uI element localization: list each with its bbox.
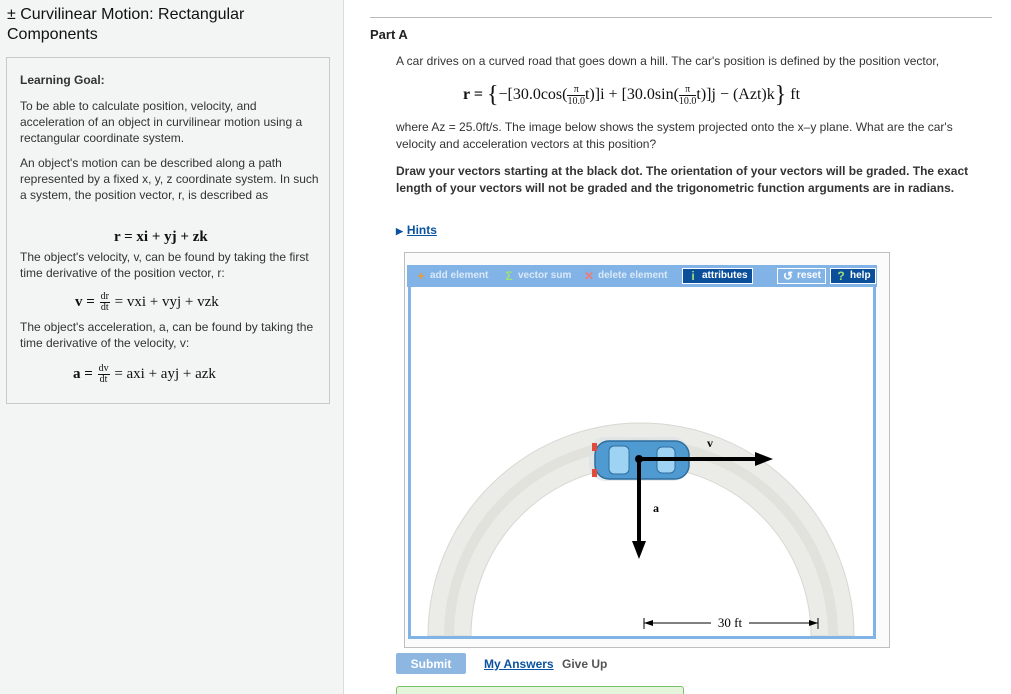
help-label: help [850, 270, 871, 281]
dimension-label: 30 ft [717, 615, 743, 630]
reset-icon: ↺ [782, 269, 794, 283]
open-brace: { [486, 82, 499, 108]
drawing-canvas[interactable] [408, 287, 876, 639]
sin-frac-den: 10.0 [678, 96, 697, 107]
velocity-frac-num: dr [100, 291, 109, 302]
divider [370, 17, 992, 18]
sin-frac-num: π [679, 84, 697, 96]
problem-question: where Az = 25.0ft/s. The image below shows the system projected onto the x–y plane. What are the car's velocity and acceleration vectors at this position? [396, 120, 953, 151]
attributes-label: attributes [702, 270, 748, 281]
part-label: Part A [370, 27, 408, 42]
velocity-eq-rhs: = vxi + vyj + vzk [114, 293, 219, 310]
add-element-button[interactable] [415, 268, 488, 284]
position-equation: r = xi + yj + zk [114, 229, 208, 245]
hints-label: Hints [406, 223, 437, 237]
expand-triangle-icon: ▶ [396, 226, 403, 236]
page-title: ± Curvilinear Motion: Rectangular Components [7, 6, 245, 43]
add-element-label: add element [430, 270, 489, 281]
learning-goal-heading: Learning Goal: [20, 73, 105, 87]
accel-eq-fraction [98, 364, 110, 385]
learning-goal-text: To be able to calculate position, velocity, and acceleration of an object in curvilinear motion using a rectangular coordinate system. [20, 99, 303, 145]
accel-frac-num: dv [98, 363, 109, 374]
cos-frac-num: π [567, 84, 585, 96]
eq-unit: ft [790, 86, 801, 104]
help-button[interactable] [830, 268, 876, 284]
vector-sum-label: vector sum [518, 270, 572, 281]
accel-eq-lhs: a = [73, 365, 93, 382]
instruction-text: Draw your vectors starting at the black dot. The orientation of your vectors will be graded. The exact length of your vectors will not be graded and the trigonometric function arguments are in radians. [396, 164, 969, 195]
road-diagram [411, 287, 873, 636]
accel-frac-den: dt [99, 374, 108, 385]
velocity-frac-den: dt [100, 302, 109, 313]
acceleration-text: The object's acceleration, a, can be found by taking the time derivative of the velocity, v: [20, 320, 314, 350]
velocity-label: v [707, 436, 713, 450]
vector-sum-button[interactable] [503, 268, 571, 284]
vector-drawing-tool [404, 252, 890, 648]
problem-intro: A car drives on a curved road that goes down a hill. The car's position is defined by the position vector, [396, 54, 940, 68]
hints-link[interactable] [396, 223, 437, 237]
delete-element-label: delete element [598, 270, 668, 281]
coordinate-system-text: An object's motion can be described along a path represented by a fixed x, y, z coordinate system. In such a system, the position vector, r, is described as [20, 156, 319, 202]
sin-fraction [679, 84, 697, 107]
give-up-link[interactable]: Give Up [562, 657, 608, 671]
velocity-eq-lhs: v = [75, 293, 95, 310]
drawing-toolbar [407, 265, 877, 287]
submit-button[interactable]: Submit [396, 653, 466, 674]
velocity-text: The object's velocity, v, can be found by taking the first time derivative of the position vector, r: [20, 250, 309, 280]
feedback-box [396, 686, 684, 694]
origin-dot [635, 455, 643, 463]
eq-cos-term: −[30.0cos( [498, 86, 568, 104]
cos-fraction [567, 84, 585, 107]
plus-icon: + [417, 269, 425, 283]
attributes-button[interactable] [682, 268, 753, 284]
sigma-icon: Σ [505, 269, 513, 283]
acceleration-equation [73, 364, 216, 385]
cos-frac-den: 10.0 [567, 96, 585, 107]
position-vector-equation [463, 82, 800, 109]
info-icon: i [691, 269, 695, 283]
eq-r-lhs: r = [463, 86, 483, 104]
my-answers-link[interactable]: My Answers [484, 657, 554, 671]
eq-cos-tail: t)]i + [584, 86, 618, 104]
eq-sin-term: [30.0sin( [621, 86, 679, 104]
reset-button[interactable] [777, 268, 826, 284]
question-icon: ? [837, 269, 845, 283]
accel-eq-rhs: = axi + ayj + azk [114, 365, 216, 382]
velocity-eq-fraction [100, 292, 110, 313]
close-brace: } [774, 82, 787, 108]
left-panel [0, 0, 344, 694]
acceleration-label: a [653, 501, 659, 515]
delete-x-icon: ✕ [583, 269, 595, 283]
reset-label: reset [797, 270, 821, 281]
velocity-equation [75, 292, 219, 313]
delete-element-button[interactable] [583, 268, 667, 284]
learning-goal-box [6, 57, 330, 404]
eq-sin-tail: t)]j − (Azt)k [696, 86, 775, 104]
